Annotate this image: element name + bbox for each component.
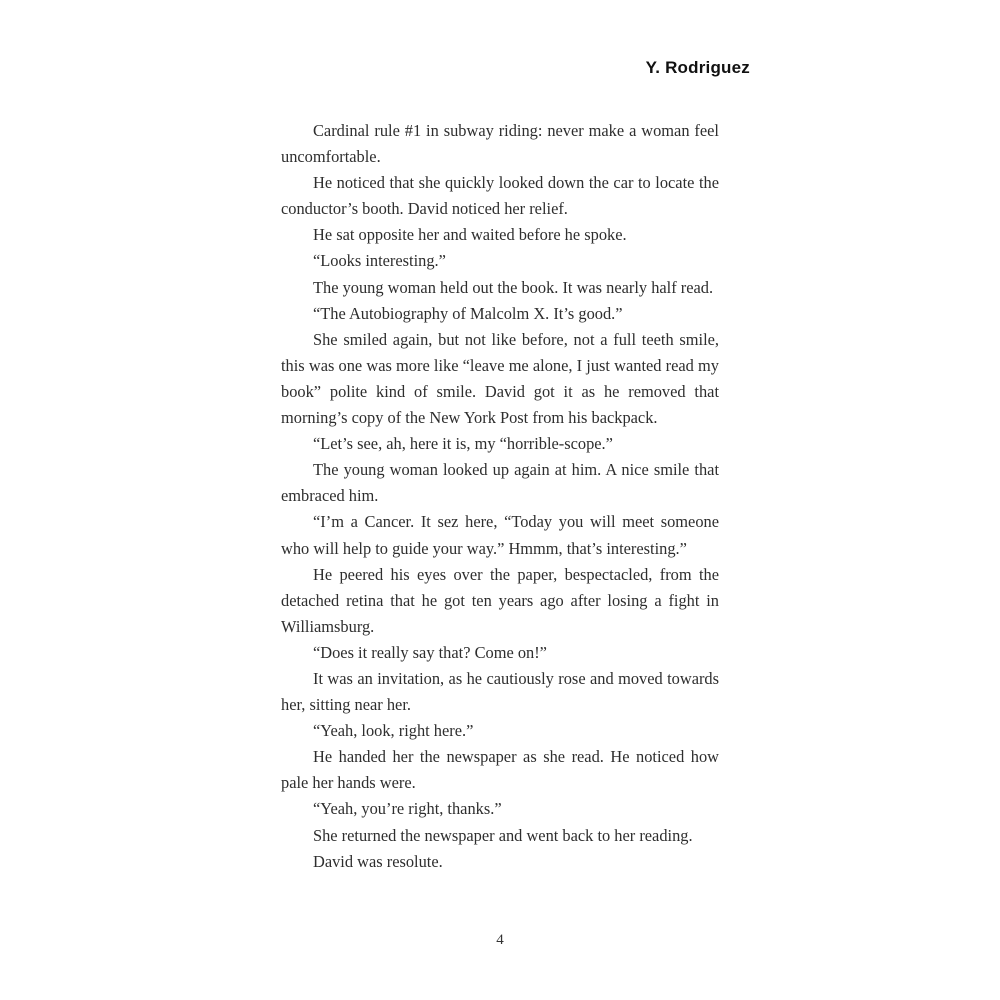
paragraph: “Yeah, look, right here.” xyxy=(313,721,474,741)
paragraph: He handed her the newspaper as she read. He noticed how pale her hands were. xyxy=(281,747,719,793)
paragraph: “Yeah, you’re right, thanks.” xyxy=(313,799,502,819)
paragraph: David was resolute. xyxy=(313,851,443,871)
paragraph: He noticed that she quickly looked down the car to locate the conductor’s booth. David noticed her relief. xyxy=(281,173,719,219)
paragraph: “Does it really say that? Come on!” xyxy=(313,642,547,662)
paragraph: He peered his eyes over the paper, bespectacled, from the detached retina that he got ten years ago after losing a fight in Williamsburg. xyxy=(281,564,719,636)
body-text xyxy=(281,118,719,875)
paragraph: Cardinal rule #1 in subway riding: never make a woman feel uncomfortable. xyxy=(281,121,719,167)
paragraph: “Looks interesting.” xyxy=(313,251,446,271)
paragraph: The young woman looked up again at him. A nice smile that embraced him. xyxy=(281,460,719,506)
paragraph: She returned the newspaper and went back to her reading. xyxy=(313,825,693,845)
running-header-author: Y. Rodriguez xyxy=(645,58,750,77)
page-number: 4 xyxy=(496,932,504,948)
paragraph: She smiled again, but not like before, not a full teeth smile, this was one was more like “leave me alone, I just wanted read my book” polite kind of smile. David got it as he removed that morning’s copy of the New York Post from his backpack. xyxy=(281,329,719,428)
paragraph: He sat opposite her and waited before he spoke. xyxy=(313,225,627,245)
paragraph: “Let’s see, ah, here it is, my “horrible-scope.” xyxy=(313,434,613,454)
paragraph: “I’m a Cancer. It sez here, “Today you will meet someone who will help to guide your way.” Hmmm, that’s interesting.” xyxy=(281,512,719,558)
paragraph: “The Autobiography of Malcolm X. It’s good.” xyxy=(313,303,623,323)
paragraph: It was an invitation, as he cautiously rose and moved towards her, sitting near her. xyxy=(281,668,719,715)
paragraph: The young woman held out the book. It was nearly half read. xyxy=(313,277,714,297)
